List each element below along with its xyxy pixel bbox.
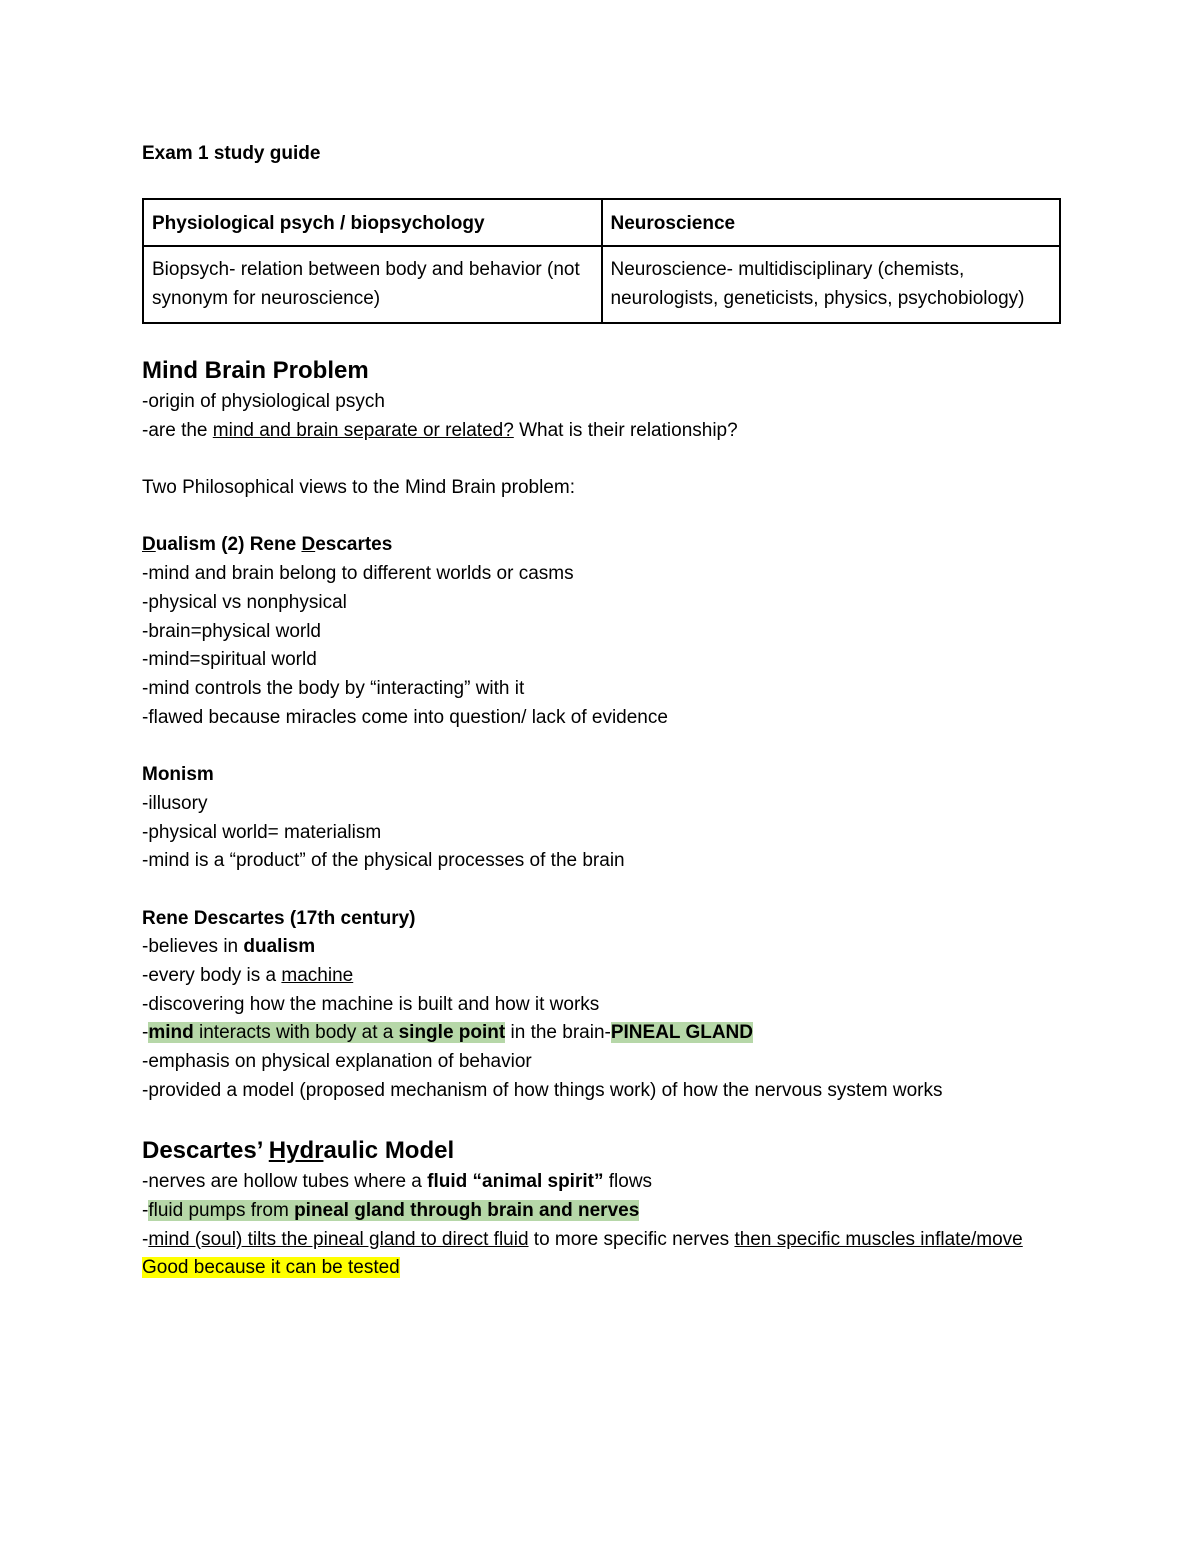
underlined-letter: D — [142, 534, 156, 556]
paragraph: Two Philosophical views to the Mind Brain problem: — [142, 477, 575, 499]
table-header-cell: Physiological psych / biopsychology — [143, 199, 602, 246]
text-run: -believes in — [142, 936, 244, 958]
text-run: -are the — [142, 419, 213, 441]
underlined-letter: D — [301, 534, 316, 556]
list-item — [142, 1197, 1062, 1226]
text-run: - — [142, 1022, 149, 1044]
list-item: -mind is a “product” of the physical processes of the brain — [142, 850, 625, 872]
bold-text: fluid “animal spirit” — [427, 1171, 604, 1193]
green-highlight — [148, 1200, 639, 1221]
underlined-text: Hydr — [268, 1137, 324, 1165]
underlined-text: mind (soul) tilts the pineal gland to direct fluid — [148, 1228, 529, 1250]
subheading-descartes: Rene Descartes (17th century) — [142, 907, 416, 929]
text-run: fluid pumps from — [148, 1199, 295, 1221]
list-item: -mind controls the body by “interacting” with it — [142, 678, 525, 699]
table-header-row — [143, 199, 1060, 246]
list-item — [142, 933, 1062, 962]
list-item — [142, 1254, 1062, 1283]
list-item — [142, 1226, 1062, 1255]
section-heading-mind-brain: Mind Brain Problem — [142, 357, 369, 384]
subheading-dualism — [142, 531, 1062, 560]
document-page — [142, 140, 1062, 1283]
list-item: -brain=physical world — [142, 620, 321, 642]
list-item — [142, 962, 1062, 991]
table-header-cell: Neuroscience — [602, 199, 1061, 246]
list-item: -mind and brain belong to different worlds or casms — [142, 563, 574, 585]
list-item — [142, 1019, 1062, 1048]
text-run: -nerves are hollow tubes where a — [142, 1171, 428, 1193]
list-item: -provided a model (proposed mechanism of how things work) of how the nervous system works — [142, 1079, 943, 1101]
list-item: -illusory — [142, 792, 208, 814]
underlined-text: mind and brain separate or related? — [212, 419, 514, 441]
list-item: -origin of physiological psych — [142, 391, 385, 412]
text-run: What is their relationship? — [513, 419, 738, 441]
list-item: -physical world= materialism — [142, 821, 382, 843]
list-item: -discovering how the machine is built and how it works — [142, 993, 600, 1015]
underlined-text: then specific muscles inflate/move — [734, 1228, 1023, 1250]
bold-highlighted-text: PINEAL GLAND — [610, 1022, 754, 1044]
text-run: - — [142, 1228, 149, 1250]
list-item — [142, 1168, 1062, 1197]
list-item: -physical vs nonphysical — [142, 591, 347, 613]
text-run: to more specific nerves — [528, 1228, 735, 1250]
text-run: flows — [603, 1171, 653, 1193]
text-run: escartes — [315, 534, 393, 556]
list-item — [142, 417, 1062, 446]
spacer — [142, 876, 1062, 905]
subheading-monism: Monism — [142, 764, 214, 786]
spacer — [142, 732, 1062, 761]
list-item: -emphasis on physical explanation of behavior — [142, 1051, 532, 1073]
text-run: interacts with body at a — [193, 1022, 399, 1044]
table-cell: Biopsych- relation between body and behavior (not synonym for neuroscience) — [143, 246, 602, 323]
list-item: -mind=spiritual world — [142, 649, 317, 671]
text-run: ualism (2) Rene — [155, 534, 302, 556]
list-item: -flawed because miracles come into question/ lack of evidence — [142, 706, 668, 728]
table-cell: Neuroscience- multidisciplinary (chemists, neurologists, geneticists, physics, psychobiology) — [602, 246, 1061, 323]
bold-text: mind — [148, 1022, 194, 1044]
text-run: -every body is a — [142, 965, 282, 986]
bold-text: single point — [398, 1022, 506, 1044]
green-highlight — [148, 1022, 505, 1043]
text-run: in the brain- — [505, 1022, 611, 1044]
text-run: aulic Model — [323, 1137, 455, 1165]
spacer — [142, 1106, 1062, 1135]
text-run: - — [142, 1199, 149, 1221]
spacer — [142, 445, 1062, 474]
comparison-table — [142, 198, 1061, 324]
bold-text: pineal gland through brain and nerves — [294, 1199, 640, 1221]
section-heading-hydraulic — [142, 1134, 1062, 1168]
spacer — [142, 503, 1062, 532]
document-title: Exam 1 study guide — [142, 143, 321, 164]
table-row — [143, 246, 1060, 323]
bold-text: dualism — [243, 936, 316, 958]
text-run: Descartes’ — [142, 1137, 269, 1165]
yellow-highlight-text: Good because it can be tested — [142, 1257, 400, 1279]
underlined-text: machine — [281, 965, 354, 986]
